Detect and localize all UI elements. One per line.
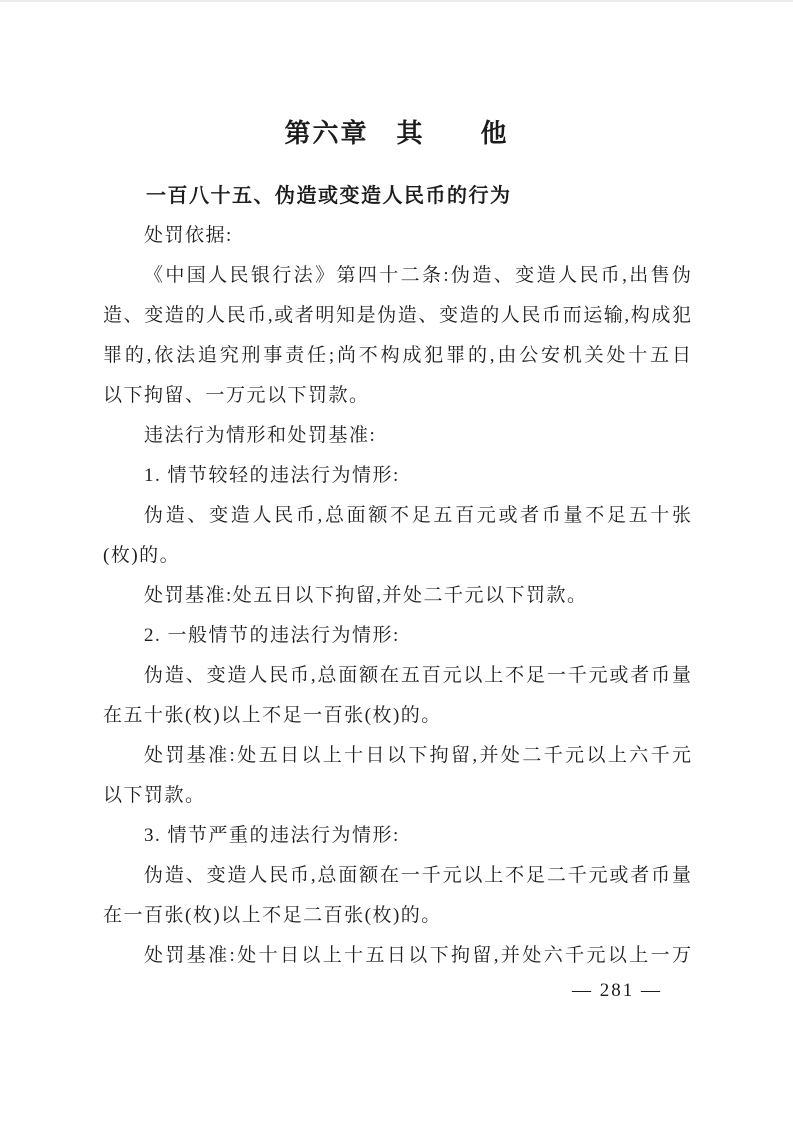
body-line: 伪造、变造人民币,总面额不足五百元或者币量不足五十张 xyxy=(144,505,691,526)
chapter-title: 第六章 其 他 xyxy=(284,118,509,148)
body-line: 在一百张(枚)以上不足二百张(枚)的。 xyxy=(103,905,442,926)
body-line: 违法行为情形和处罚基准: xyxy=(144,425,377,446)
body-line: 以下罚款。 xyxy=(103,785,206,806)
body-text xyxy=(103,216,691,976)
body-line: 处罚基准:处五日以下拘留,并处二千元以下罚款。 xyxy=(144,585,588,606)
body-line: 3. 情节严重的违法行为情形: xyxy=(144,825,400,846)
body-line: 造、变造的人民币,或者明知是伪造、变造的人民币而运输,构成犯 xyxy=(103,305,691,326)
body-line: 伪造、变造人民币,总面额在五百元以上不足一千元或者币量 xyxy=(144,665,691,686)
body-line: 处罚依据: xyxy=(144,225,233,246)
body-line: 罪的,依法追究刑事责任;尚不构成犯罪的,由公安机关处十五日 xyxy=(103,345,691,366)
body-line: (枚)的。 xyxy=(103,545,181,566)
body-line: 伪造、变造人民币,总面额在一千元以上不足二千元或者币量 xyxy=(144,865,691,886)
body-line: 处罚基准:处十日以上十五日以下拘留,并处六千元以上一万 xyxy=(144,945,691,966)
body-line: 1. 情节较轻的违法行为情形: xyxy=(144,465,400,486)
page-number: — 281 — xyxy=(572,980,662,1001)
section-heading: 一百八十五、伪造或变造人民币的行为 xyxy=(146,185,512,207)
body-line: 《中国人民银行法》第四十二条:伪造、变造人民币,出售伪 xyxy=(144,265,691,286)
body-line: 在五十张(枚)以上不足一百张(枚)的。 xyxy=(103,705,442,726)
body-line: 以下拘留、一万元以下罚款。 xyxy=(103,385,370,406)
body-line: 2. 一般情节的违法行为情形: xyxy=(144,625,400,646)
body-line: 处罚基准:处五日以上十日以下拘留,并处二千元以上六千元 xyxy=(144,745,691,766)
